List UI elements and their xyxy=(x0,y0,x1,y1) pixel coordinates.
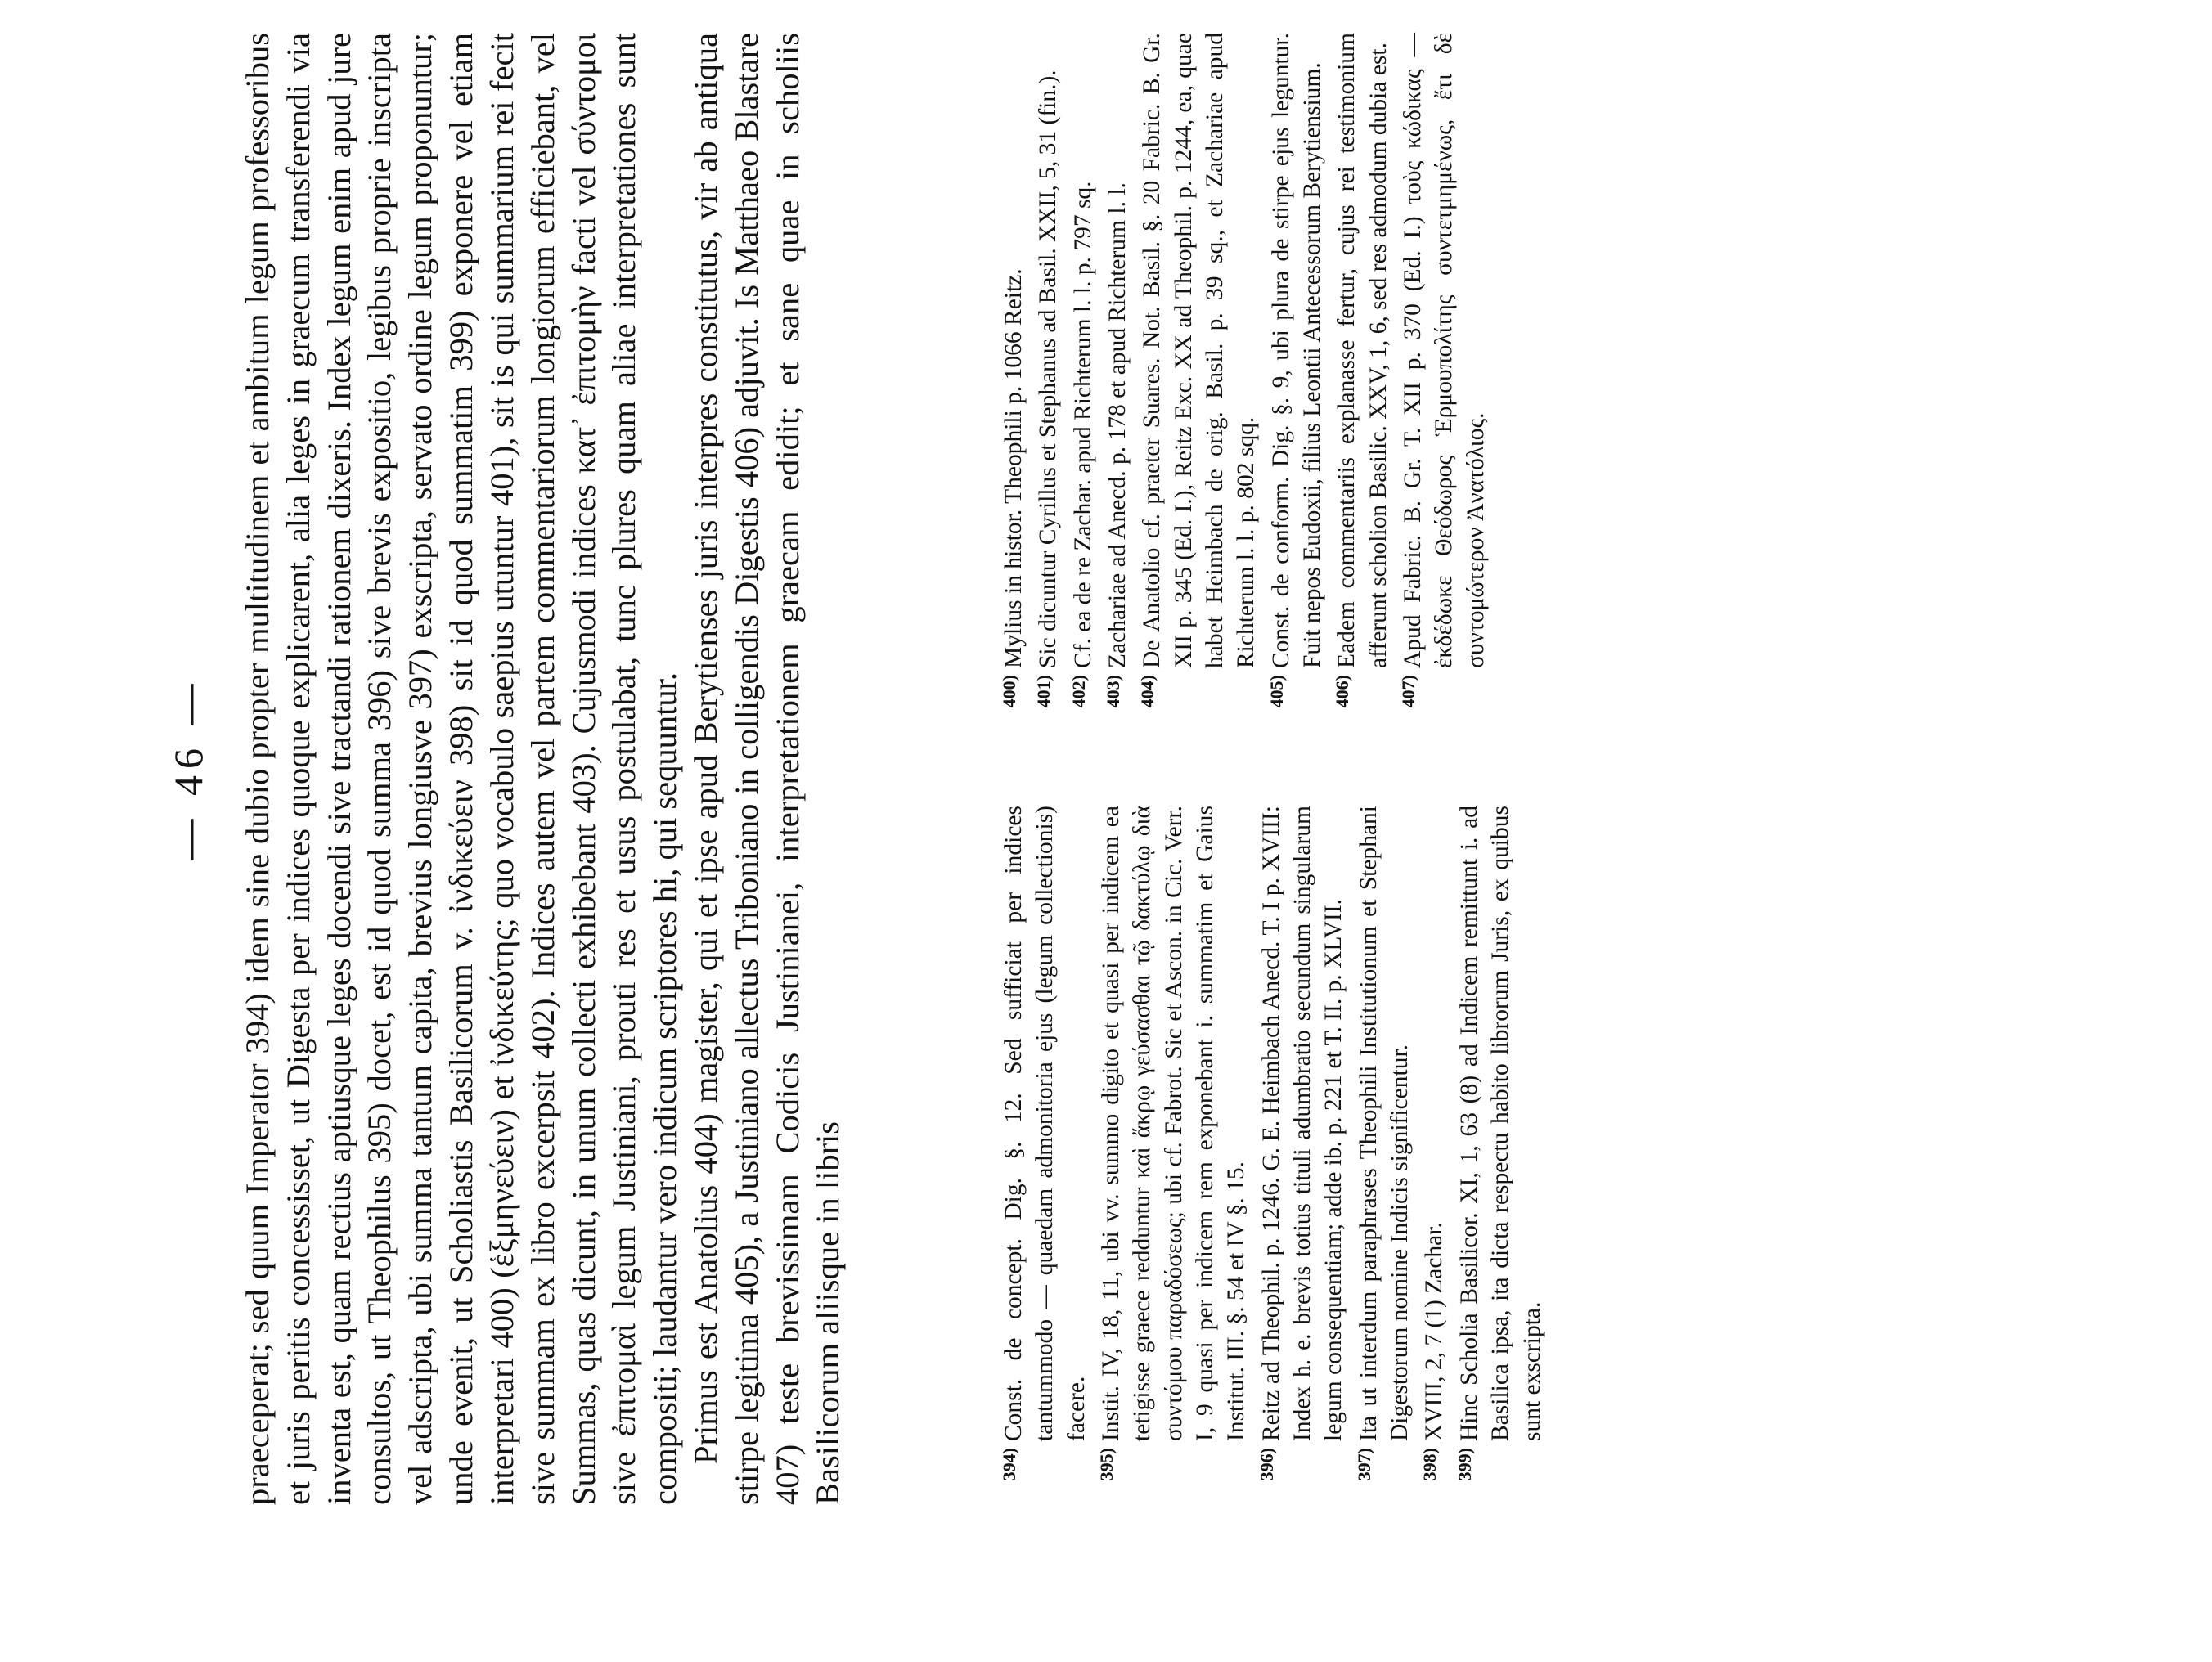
footnote-text: Eadem commentariis explanasse fertur, cujus rei testimonium afferunt scholion Basilic. XXV, 1, 6, sed res admodum dubia est. xyxy=(1333,33,1391,668)
footnote-398 xyxy=(1418,806,1450,1505)
footnote-text: De Anatolio cf. praeter Suares. Not. Basil. §. 20 Fabric. B. Gr. XII p. 345 (Ed. I.), Reitz Exc. XX ad Theophil. p. 1244, ea, quae habet Heimbach de orig. Basil. p. 39 sq., et Zachariae apud Richterum l. l. p. 802 sqq. xyxy=(1139,33,1260,668)
footnote-number: 398) xyxy=(1419,1448,1441,1481)
footnote-number: 401) xyxy=(1033,675,1054,708)
footnote-394 xyxy=(998,806,1092,1505)
footnote-399 xyxy=(1454,806,1548,1505)
body-paragraph-2: Primus est Anatolius 404) magister, qui et ipse apud Berytienses juris interpres constitutus, vir ab antiqua stirpe legitima 405), a Justiniano allectus Triboniano in colligendis Digestis 406) adjuvit. Is Matthaeo Blastare 407) teste brevissimam Codicis Justinianei, interpretationem graecam edidit; et sane quae in scholiis Basilicorum aliisque in libris xyxy=(686,33,847,1505)
footnote-text: Cf. ea de re Zachar. apud Richterum l. l. p. 797 sq. xyxy=(1069,181,1096,668)
footnote-395 xyxy=(1095,806,1252,1505)
footnote-396 xyxy=(1256,806,1350,1505)
footnotes xyxy=(998,33,2012,1505)
footnote-402 xyxy=(1068,33,1099,732)
footnote-406 xyxy=(1331,33,1394,732)
footnote-400 xyxy=(998,33,1029,732)
footnotes-left-column xyxy=(998,806,2012,1505)
footnote-text: Const. de conform. Dig. §. 9, ubi plura de stirpe ejus leguntur. Fuit nepos Eudoxii, filius Leontii Antecessorum Berytiensium. xyxy=(1267,33,1326,668)
footnote-number: 402) xyxy=(1068,675,1089,708)
footnote-number: 406) xyxy=(1332,675,1353,708)
body-text xyxy=(237,33,848,1505)
footnote-405 xyxy=(1266,33,1329,732)
footnote-text: Apud Fabric. B. Gr. T. XII p. 370 (Ed. I.) τοὺς κώδικας — ἐκδέδωκε Θεόδωρος Ἑρμουπολίτης συντετμημένως, ἔτι δὲ συντομώτερον Ἀνατόλιος. xyxy=(1400,33,1489,668)
footnote-text: Reitz ad Theophil. p. 1246. G. E. Heimbach Anecd. T. I p. XVIII: Index h. e. brevis totius tituli adumbratio secundum singularum legum consequentiam; adde ib. p. 221 et T. II. p. XLVII. xyxy=(1257,806,1347,1441)
footnote-text: XVIII, 2, 7 (1) Zachar. xyxy=(1421,1222,1448,1441)
footnote-407 xyxy=(1397,33,1491,732)
footnote-number: 400) xyxy=(999,675,1019,708)
footnote-text: Sic dicuntur Cyrillus et Stephanus ad Basil. XXII, 5, 31 (fin.). xyxy=(1035,70,1062,668)
footnote-401 xyxy=(1032,33,1063,732)
footnote-number: 407) xyxy=(1398,675,1419,708)
footnote-number: 404) xyxy=(1137,675,1158,708)
footnote-404 xyxy=(1136,33,1261,732)
footnote-text: Hinc Scholia Basilicor. XI, 1, 63 (8) ad Indicem remittunt i. ad Basilica ipsa, ita dicta respectu habito librorum Juris, ex quibus sunt exscripta. xyxy=(1455,806,1545,1441)
footnote-number: 403) xyxy=(1103,675,1124,708)
page-number: — 46 — xyxy=(165,677,211,860)
footnote-number: 399) xyxy=(1454,1448,1475,1481)
footnote-number: 394) xyxy=(999,1448,1019,1481)
footnote-number: 395) xyxy=(1096,1448,1117,1481)
footnote-number: 405) xyxy=(1266,675,1287,708)
footnote-text: Zachariae ad Anecd. p. 178 et apud Richterum l. l. xyxy=(1104,182,1131,668)
footnote-number: 397) xyxy=(1353,1448,1374,1481)
footnote-403 xyxy=(1102,33,1133,732)
body-paragraph-1: praeceperat; sed quum Imperator 394) idem sine dubio propter multitudinem et ambitum legum professoribus et juris peritis concessisset, ut Digesta per indices quoque explicarent, alia leges in graecum transferendi via inventa est, quam rectius aptiusque leges docendi sive tractandi rationem dixeris. Index legum enim apud jure consultos, ut Theophilus 395) docet, est id quod summa 396) sive brevis expositio, legibus proprie inscripta vel adscripta, ubi summa tantum capita, brevius longiusve 397) exscripta, servato ordine legum proponuntur; unde evenit, ut Scholiastis Basilicorum v. ἰνδικεύειν 398) sit id quod summatim 399) exponere vel etiam interpretari 400) (ἑξμηνεύειν) et ἰνδικεύτης; quo vocabulo saepius utuntur 401), sit is qui summarium rei fecit sive summam ex libro excerpsit 402). Indices autem vel partem commentariorum longiorum efficiebant, vel Summas, quas dicunt, in unum collecti exhibebant 403). Cujusmodi indices κατ᾽ ἐπιτομὴν facti vel σύντομοι sive ἐπιτομαὶ legum Justiniani, prouti res et usus postulabat, tunc plures quam aliae interpretationes sunt compositi; laudantur vero indicum scriptores hi, qui sequuntur. xyxy=(239,33,684,1505)
footnotes-right-column xyxy=(998,33,2012,732)
footnote-397 xyxy=(1353,806,1416,1505)
footnote-text: Ita ut interdum paraphrases Theophili Institutionum et Stephani Digestorum nomine Indicis significentur. xyxy=(1355,806,1414,1441)
rotated-page xyxy=(164,33,2045,1505)
footnote-text: Const. de concept. Dig. §. 12. Sed sufficiat per indices tantummodo — quaedam admonitoria ejus (legum collectionis) facere. xyxy=(1000,806,1090,1441)
footnote-number: 396) xyxy=(1256,1448,1277,1481)
footnote-text: Instit. IV, 18, 11, ubi vv. summo digito et quasi per indicem ea tetigisse graece redduntur καὶ ἄκρῳ γεύσασθαι τῷ δακτύλῳ διὰ συντόμου παραδόσεως; ubi cf. Fabrot. Sic et Ascon. in Cic. Verr. I, 9 quasi per indicem rem exponebant i. summatim et Gaius Institut. III. §. 54 et IV §. 15. xyxy=(1098,806,1250,1441)
footnote-text: Mylius in histor. Theophili p. 1066 Reitz. xyxy=(1000,268,1027,668)
